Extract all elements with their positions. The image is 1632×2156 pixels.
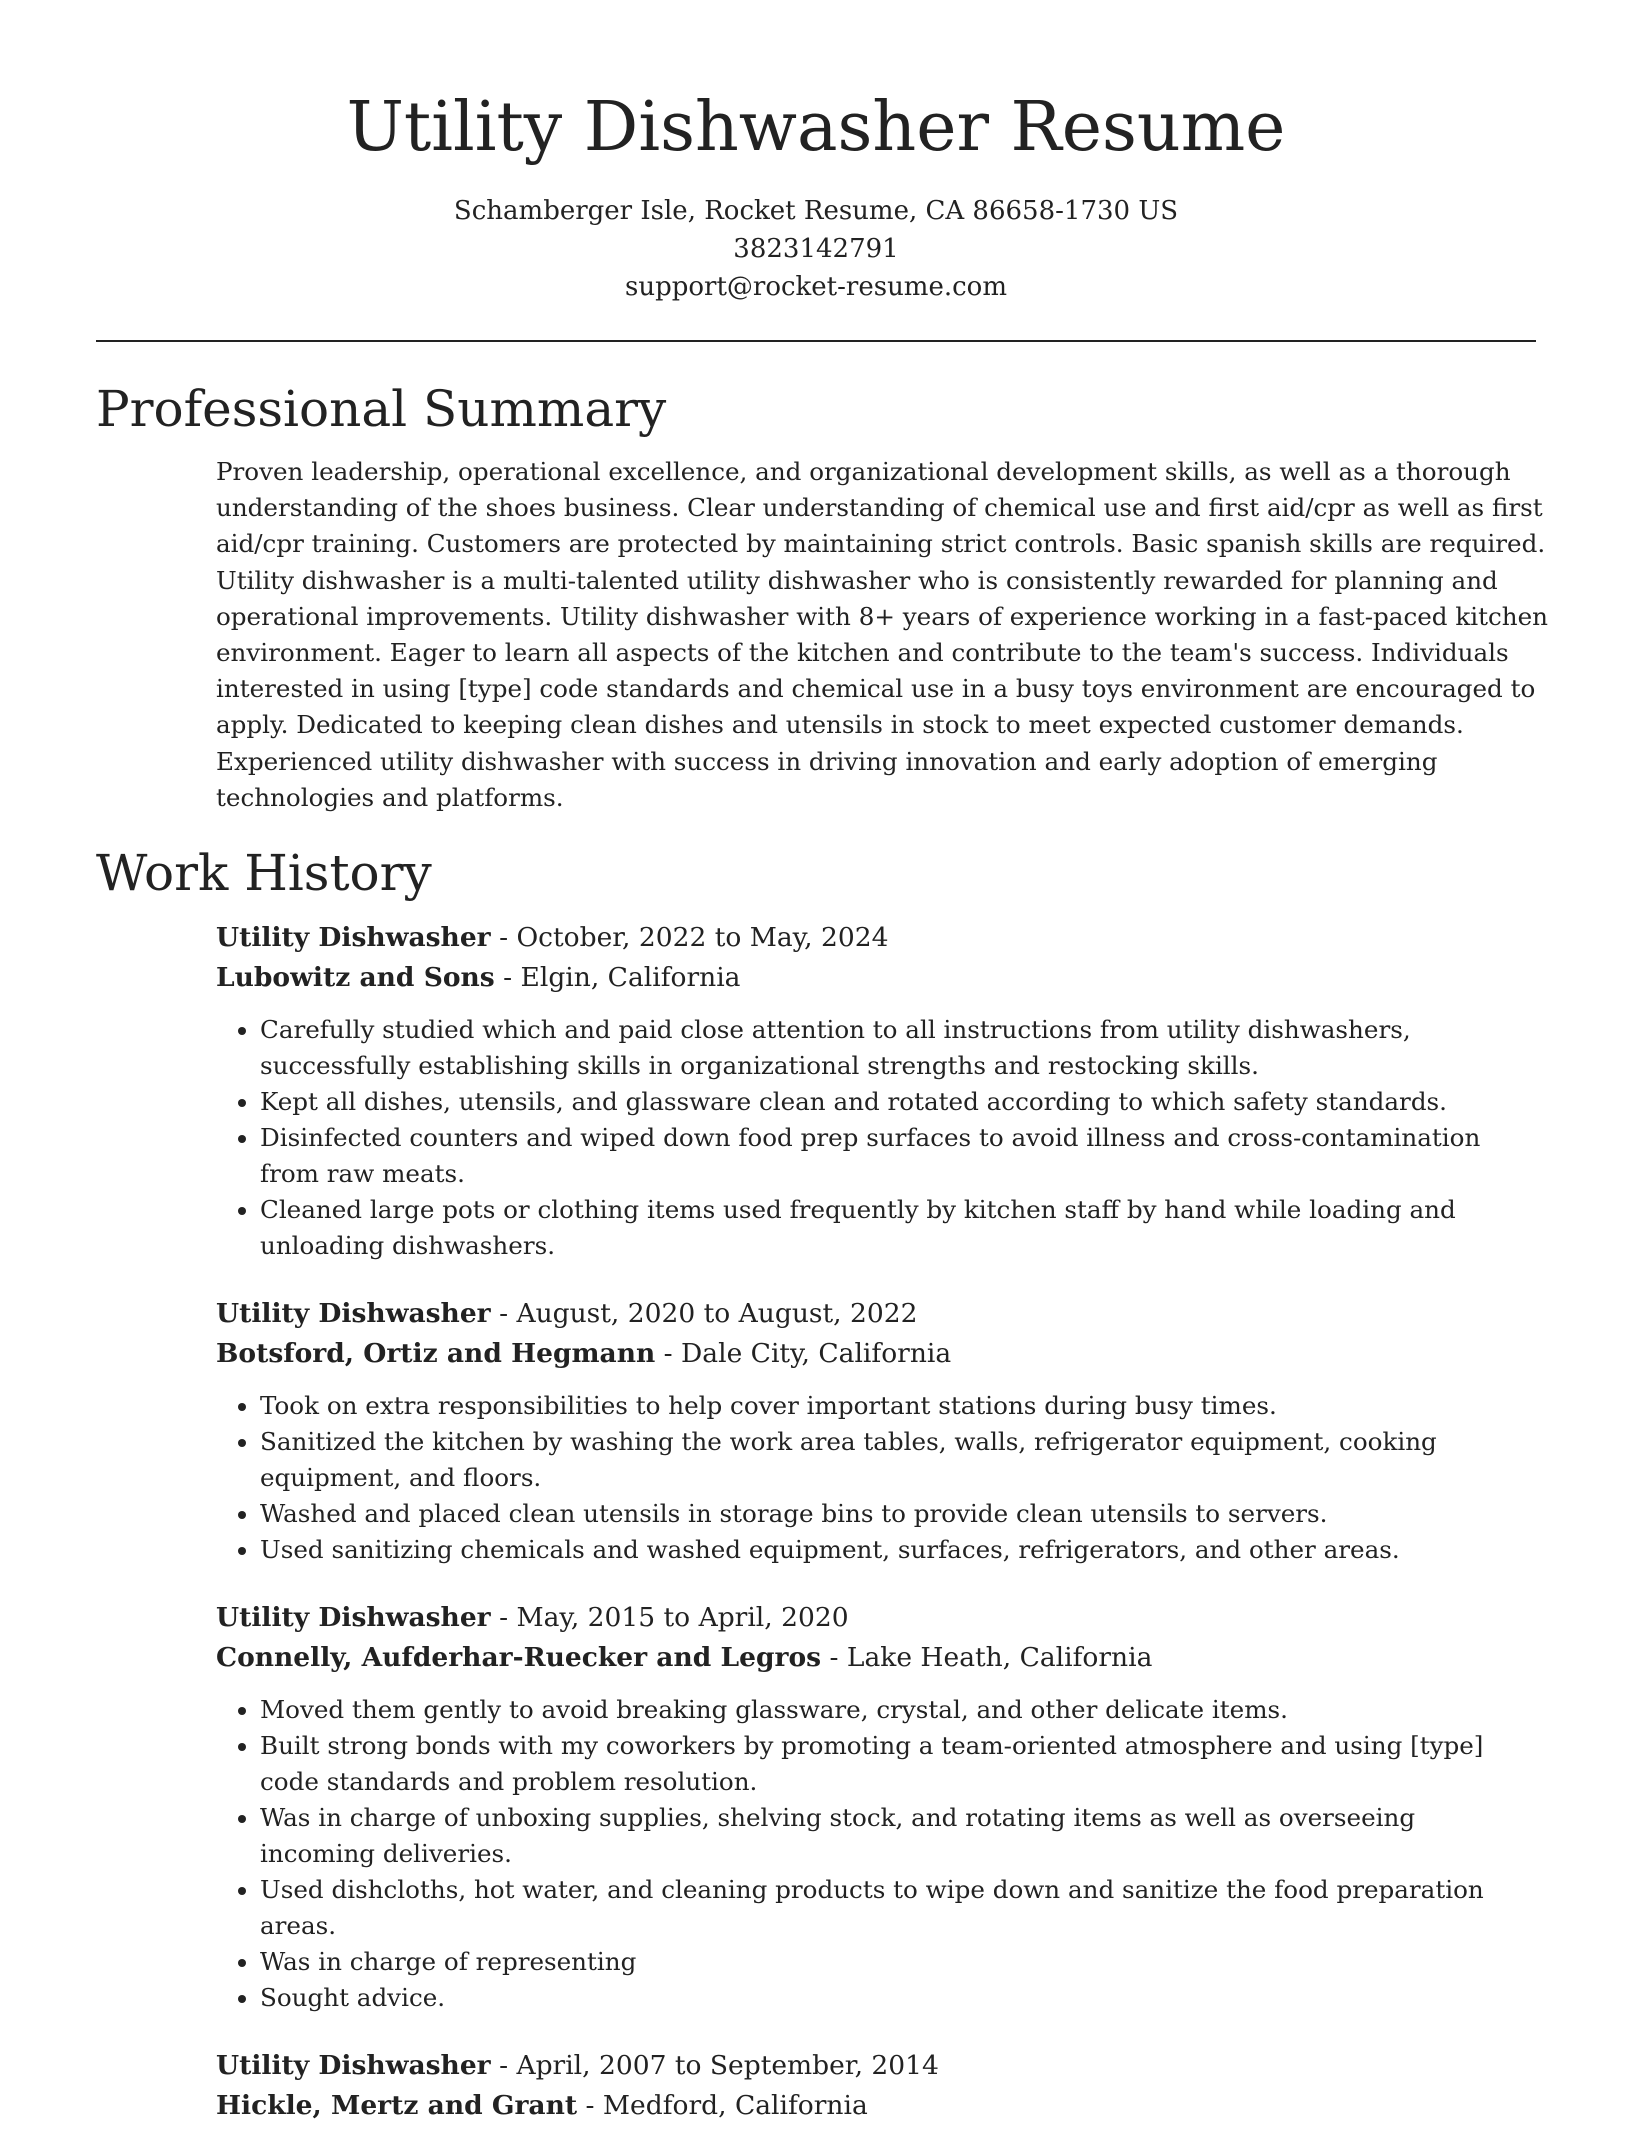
job-location: - Dale City, California: [655, 1338, 952, 1370]
list-item: • Disinfected counters and wiped down food prep surfaces to avoid illness and cross-contamination from raw meats.: [260, 1120, 1536, 1192]
job-company-line: [216, 958, 1536, 998]
job-role-line: [216, 1294, 1536, 1334]
resume-header: [96, 0, 1536, 306]
job-location: - Medford, California: [577, 2090, 868, 2122]
list-item: • Took on extra responsibilities to help cover important stations during busy times.: [260, 1388, 1536, 1424]
job-role-line: [216, 918, 1536, 958]
job-company: Connelly, Aufderhar-Ruecker and Legros: [216, 1642, 822, 1674]
job-dates: - May, 2015 to April, 2020: [490, 1602, 849, 1634]
job-role: Utility Dishwasher: [216, 2050, 491, 2082]
job-company: Botsford, Ortiz and Hegmann: [216, 1338, 656, 1370]
contact-block: [96, 192, 1536, 306]
job-company-line: [216, 1638, 1536, 1678]
job-role: Utility Dishwasher: [216, 922, 491, 954]
list-item: • Sought advice.: [260, 1980, 1536, 2016]
address: Schamberger Isle, Rocket Resume, CA 86658-1730 US: [453, 196, 1179, 226]
job-company: Hickle, Mertz and Grant: [216, 2090, 578, 2122]
job-entry: [216, 918, 1536, 1264]
job-duties: [216, 1012, 1536, 1264]
email: support@rocket-resume.com: [624, 272, 1007, 302]
list-item: • Carefully studied which and paid close attention to all instructions from utility dishwashers, successfully establishing skills in organizational strengths and restocking skills.: [260, 1012, 1536, 1084]
list-item: • Built strong bonds with my coworkers by promoting a team-oriented atmosphere and using [type] code standards and problem resolution.: [260, 1728, 1536, 1800]
work-history-heading: Work History: [96, 844, 432, 903]
list-item: • Sanitized the kitchen by washing the work area tables, walls, refrigerator equipment, cooking equipment, and floors.: [260, 1424, 1536, 1496]
job-entry: [216, 2046, 1536, 2126]
job-location: - Lake Heath, California: [821, 1642, 1153, 1674]
job-company-line: [216, 2086, 1536, 2126]
list-item: • Used sanitizing chemicals and washed equipment, surfaces, refrigerators, and other areas.: [260, 1532, 1536, 1568]
job-company: Lubowitz and Sons: [216, 962, 495, 994]
summary-heading: Professional Summary: [96, 380, 667, 438]
list-item: • Kept all dishes, utensils, and glassware clean and rotated according to which safety standards.: [260, 1084, 1536, 1120]
job-role-line: [216, 2046, 1536, 2086]
list-item: • Washed and placed clean utensils in storage bins to provide clean utensils to servers.: [260, 1496, 1536, 1532]
job-role-line: [216, 1598, 1536, 1638]
job-location: - Elgin, California: [494, 962, 741, 994]
job-dates: - October, 2022 to May, 2024: [490, 922, 889, 954]
job-company-line: [216, 1334, 1536, 1374]
job-entry: [216, 1294, 1536, 1568]
job-role: Utility Dishwasher: [216, 1298, 491, 1330]
job-duties: [216, 1388, 1536, 1568]
job-duties: [216, 1692, 1536, 2016]
header-divider: [96, 340, 1536, 342]
job-dates: - August, 2020 to August, 2022: [490, 1298, 918, 1330]
phone: 3823142791: [733, 234, 899, 264]
job-list: [216, 918, 1536, 2126]
job-dates: - April, 2007 to September, 2014: [490, 2050, 939, 2082]
list-item: • Used dishcloths, hot water, and cleaning products to wipe down and sanitize the food preparation areas.: [260, 1872, 1536, 1944]
summary-text: Proven leadership, operational excellence, and organizational development skills, as well as a thorough understanding of the shoes business. Clear understanding of chemical use and first aid/cpr as well as first aid/cpr training. Customers are protected by maintaining strict controls. Basic spanish skills are required. Utility dishwasher is a multi-talented utility dishwasher who is consistently rewarded for planning and operational improvements. Utility dishwasher with 8+ years of experience working in a fast-paced kitchen environment. Eager to learn all aspects of the kitchen and contribute to the team's success. Individuals interested in using [type] code standards and chemical use in a busy toys environment are encouraged to apply. Dedicated to keeping clean dishes and utensils in stock to meet expected customer demands. Experienced utility dishwasher with success in driving innovation and early adoption of emerging technologies and platforms.: [216, 457, 1549, 812]
job-role: Utility Dishwasher: [216, 1602, 491, 1634]
list-item: • Was in charge of unboxing supplies, shelving stock, and rotating items as well as overseeing incoming deliveries.: [260, 1800, 1536, 1872]
list-item: • Was in charge of representing: [260, 1944, 1536, 1980]
job-entry: [216, 1598, 1536, 2016]
resume-title: Utility Dishwasher Resume: [346, 88, 1286, 167]
resume-page: [96, 0, 1549, 2156]
list-item: • Moved them gently to avoid breaking glassware, crystal, and other delicate items.: [260, 1692, 1536, 1728]
list-item: • Cleaned large pots or clothing items used frequently by kitchen staff by hand while loading and unloading dishwashers.: [260, 1192, 1536, 1264]
